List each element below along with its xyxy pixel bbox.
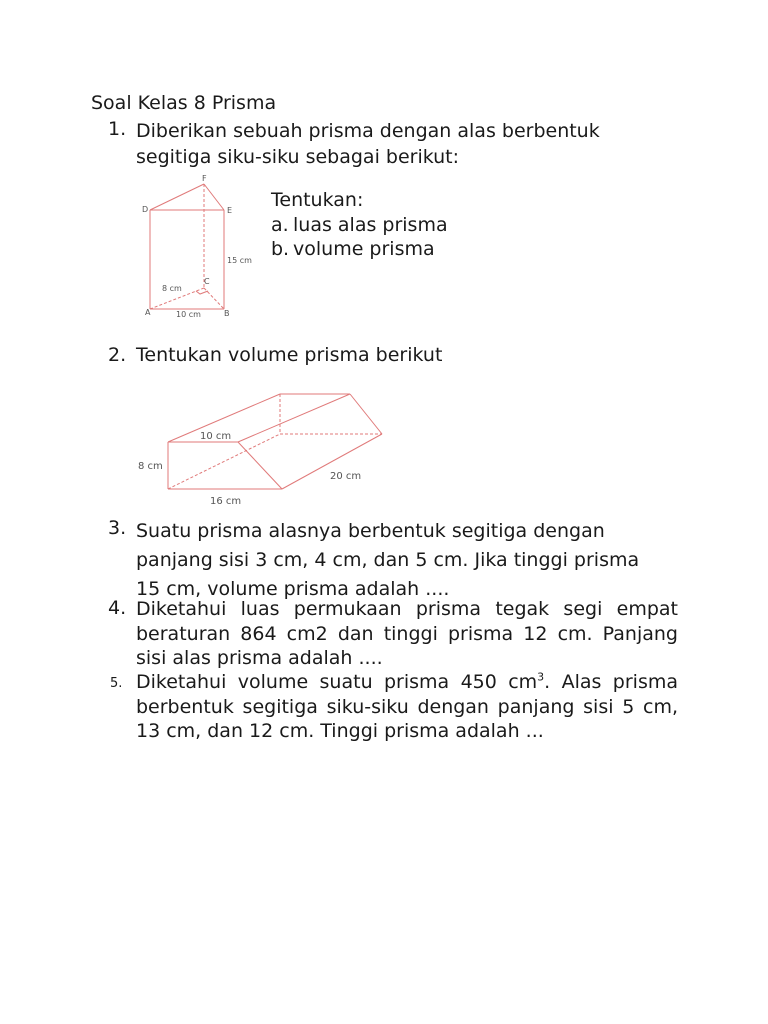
vertex-label-e: E (227, 206, 233, 215)
side-ab-label: 10 cm (176, 310, 201, 319)
task-item: a. luas alas prisma (271, 213, 448, 236)
question-2 (108, 344, 678, 366)
vertex-label-a: A (145, 308, 151, 317)
question-1 (108, 118, 678, 170)
page-title: Soal Kelas 8 Prisma (91, 92, 277, 114)
question-number: 2. (108, 344, 127, 366)
height-label: 8 cm (138, 461, 163, 472)
top-edge-label: 10 cm (200, 431, 232, 442)
task-list (271, 188, 448, 262)
length-label: 20 cm (330, 471, 362, 482)
superscript: 3 (537, 670, 545, 684)
side-ac-label: 8 cm (162, 284, 182, 293)
question-number: 3. (108, 517, 127, 539)
question-4 (108, 597, 678, 671)
question-line: segitiga siku-siku sebagai berikut: (136, 146, 460, 168)
question-3 (108, 517, 678, 604)
question-5 (108, 670, 678, 744)
question-number: 5. (110, 676, 123, 691)
vertex-label-f: F (202, 174, 207, 183)
task-item: b. volume prisma (271, 238, 435, 260)
question-text: Diketahui volume suatu prisma 450 $cm^3$. Alas prisma berbentuk segitiga siku-siku dengan panjang sisi 5 cm, 13 cm, dan 12 cm. Tinggi prisma adalah ... (136, 670, 678, 742)
vertex-label-b: B (224, 309, 230, 318)
task-title: Tentukan: (271, 189, 364, 211)
question-text: Diketahui luas permukaan prisma tegak segi empat beraturan 864 cm2 dan tinggi prisma 12 cm. Panjang sisi alas prisma adalah .... (136, 598, 678, 669)
vertex-label-d: D (142, 205, 149, 214)
question-text: Tentukan volume prisma berikut (136, 344, 443, 366)
question-line: 15 cm, volume prisma adalah .... (136, 578, 450, 600)
height-label: 15 cm (227, 256, 252, 265)
question-number: 4. (108, 597, 127, 619)
question-number: 1. (108, 118, 127, 140)
vertex-label-c: C (204, 277, 210, 286)
question-line: Diberikan sebuah prisma dengan alas berbentuk (136, 120, 600, 142)
question-line: Suatu prisma alasnya berbentuk segitiga dengan (136, 520, 605, 542)
trapezoid-prism-figure (130, 385, 390, 510)
question-text (136, 118, 678, 170)
question-line: panjang sisi 3 cm, 4 cm, dan 5 cm. Jika tinggi prisma (136, 549, 640, 571)
triangular-prism-figure (138, 170, 258, 322)
question-text (136, 517, 678, 604)
bottom-edge-label: 16 cm (210, 496, 242, 507)
